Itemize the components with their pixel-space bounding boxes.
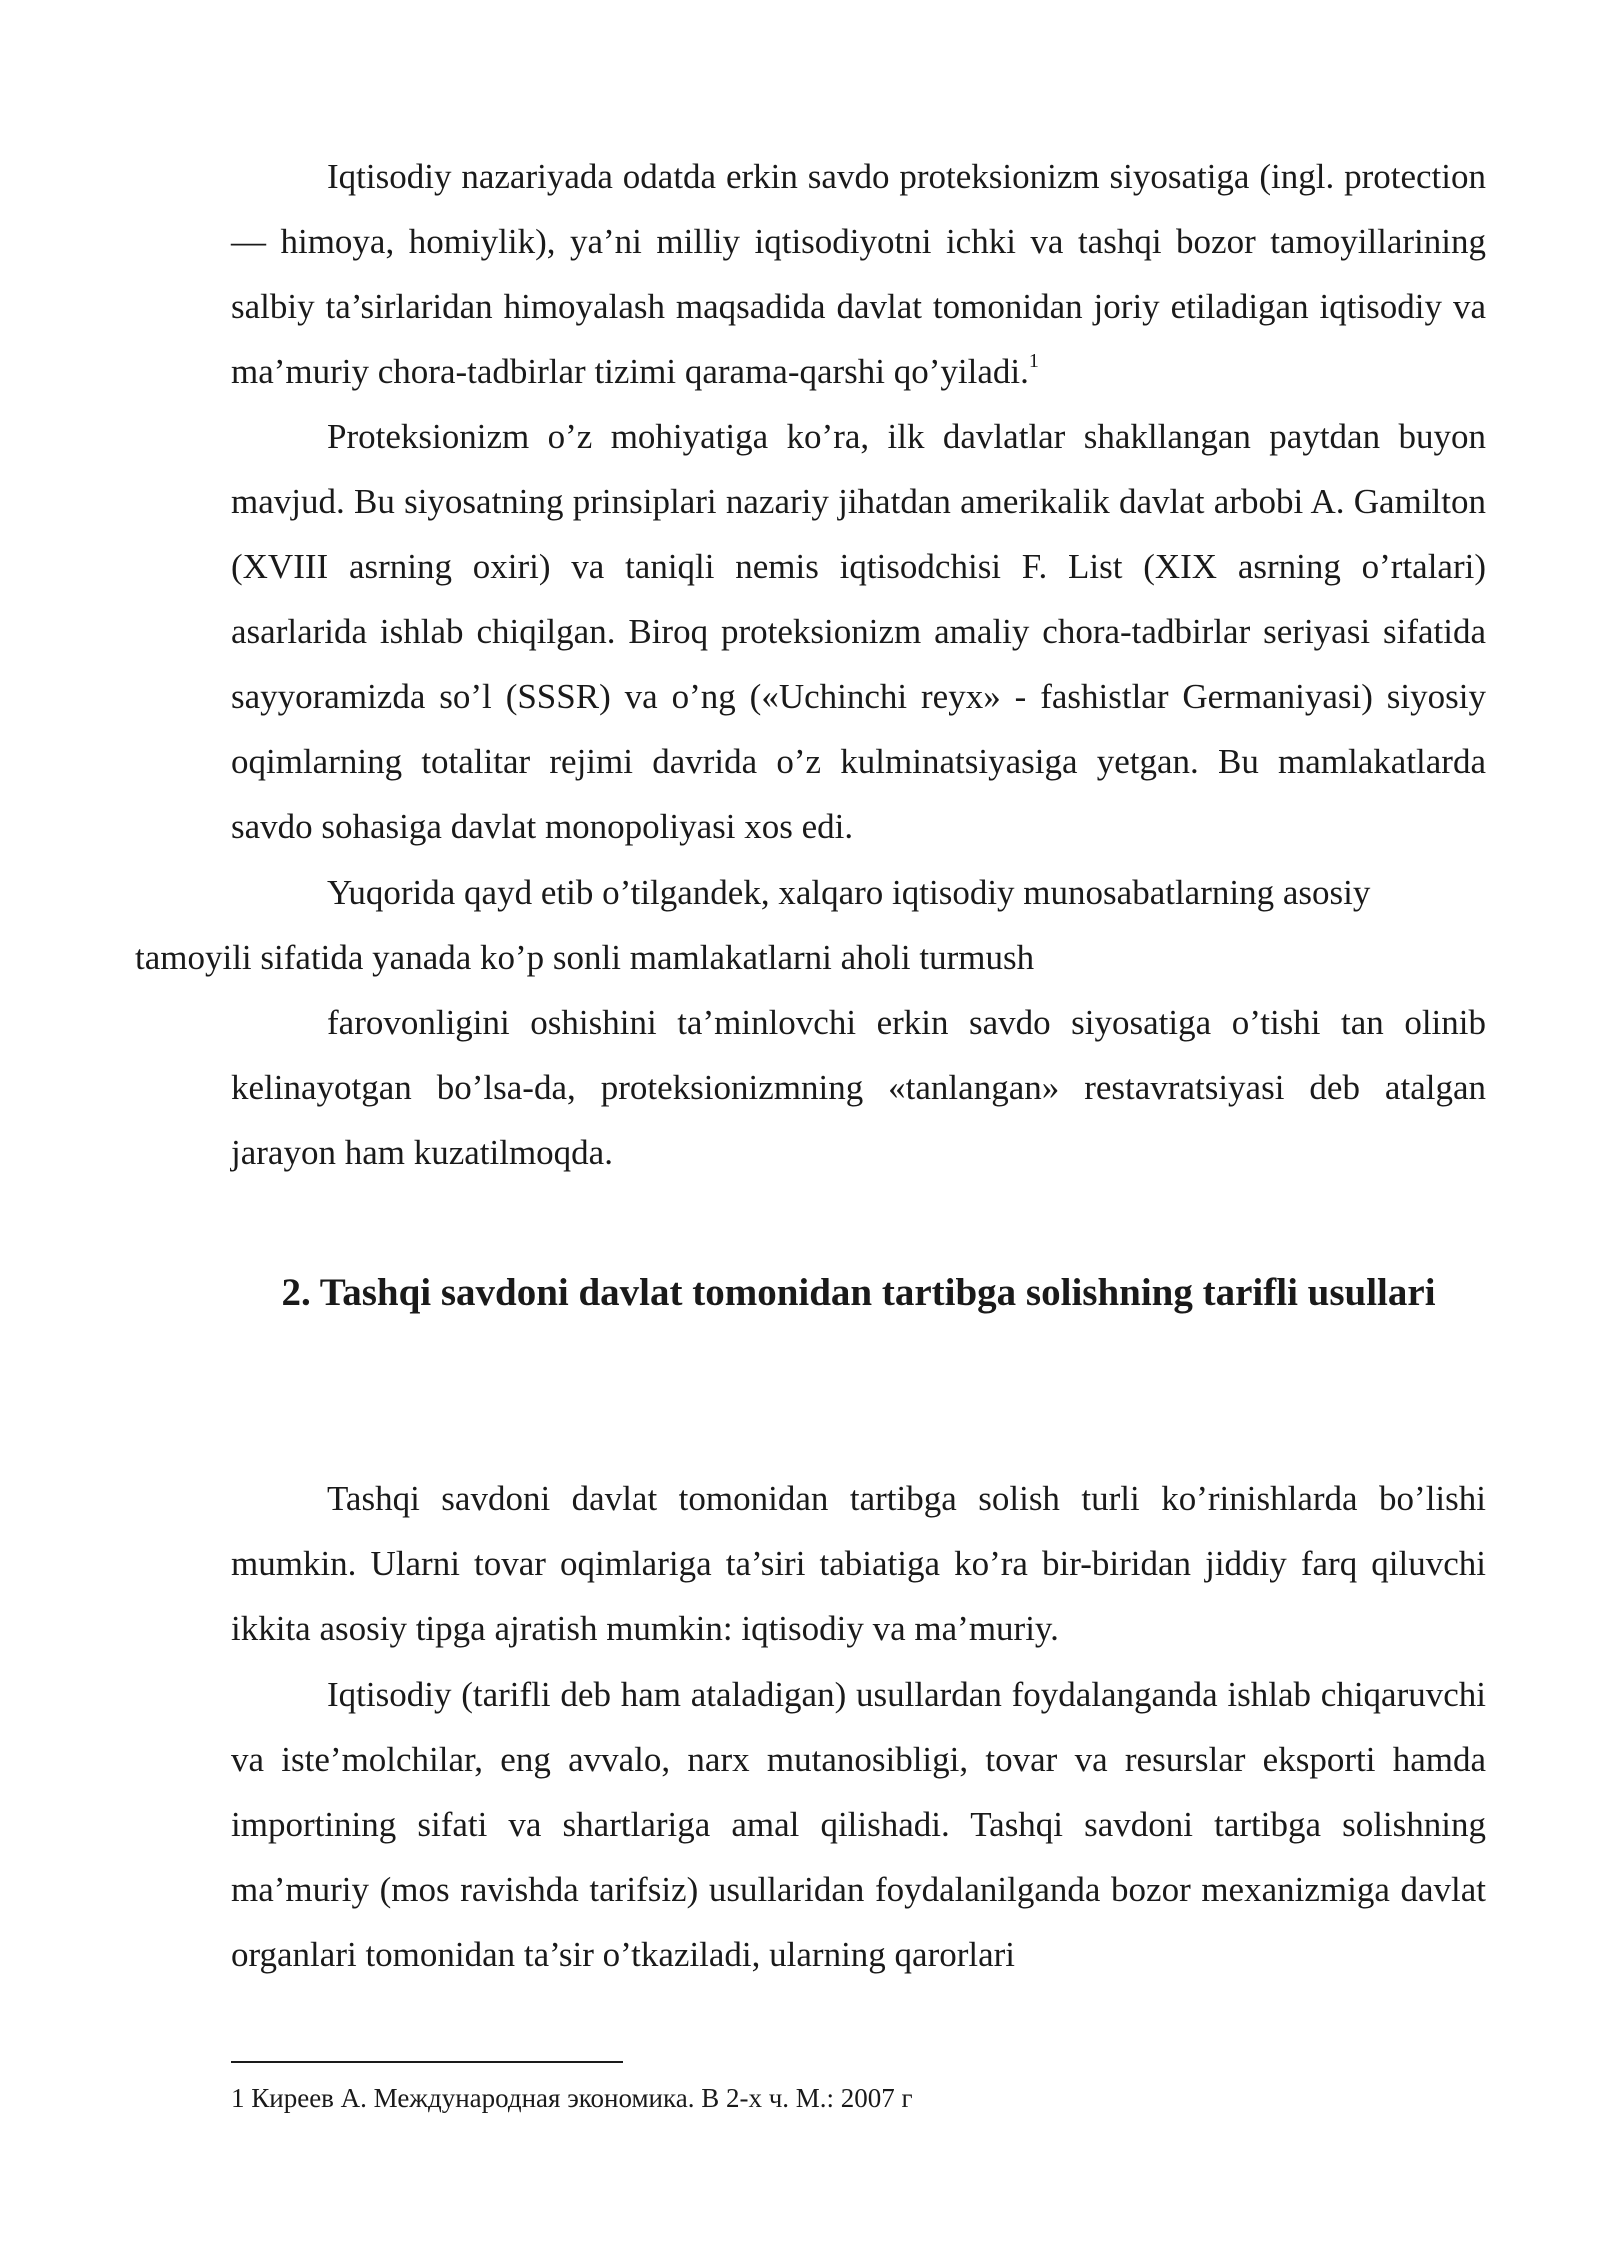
paragraph-regulation-types: Tashqi savdoni davlat tomonidan tartibga solish turli ko’rinishlarda bo’lishi mumkin. Ularni tovar oqimlariga ta’siri tabiatiga ko’ra bir-biridan jiddiy farq qiluvchi ikkita asosiy tipga ajratish mumkin: iqtisodiy va ma’muriy. (231, 1479, 1486, 1648)
paragraph-line: tamoyili sifatida yanada ko’p sonli mamlakatlarni aholi turmush (135, 938, 1035, 977)
footnote-reference: 1 (1028, 350, 1039, 372)
paragraph-economic-methods: Iqtisodiy (tarifli deb ham ataladigan) usullardan foydalanganda ishlab chiqaruvchi va iste’molchilar, eng avvalo, narx mutanosibligi, tovar va resurslar eksporti hamda importining sifati va shartlariga amal qilishadi. Tashqi savdoni tartibga solishning ma’muriy (mos ravishda tarifsiz) usullaridan foydalanilganda bozor mexanizmiga davlat organlari tomonidan ta’sir o’tkaziladi, ularning qarorlari (231, 1675, 1486, 1974)
paragraph-text: Iqtisodiy nazariyada odatda erkin savdo proteksionizm siyosatiga (ingl. protection — himoya, homiylik), ya’ni milliy iqtisodiyotni ichki va tashqi bozor tamoyillarining salbiy ta’sirlaridan himoyalash maqsadida davlat tomonidan joriy etiladigan iqtisodiy va ma’muriy chora-tadbirlar tizimi qarama-qarshi qo’yiladi. (231, 157, 1486, 391)
footnote: 1 Киреев А. Международная экономика. В 2-х ч. М.: 2007 г (231, 2083, 913, 2113)
paragraph-line: Yuqorida qayd etib o’tilgandek, xalqaro iqtisodiy munosabatlarning asosiy (327, 873, 1371, 912)
footnote-separator (231, 2061, 623, 2063)
paragraph-protectionism-definition (231, 144, 1486, 404)
section-heading: 2. Tashqi savdoni davlat tomonidan tartibga solishning tarifli usullari (281, 1271, 1436, 1314)
paragraph-free-trade-intro (135, 860, 1486, 990)
paragraph-protectionism-history: Proteksionizm o’z mohiyatiga ko’ra, ilk davlatlar shakllangan paytdan buyon mavjud. Bu siyosatning prinsiplari nazariy jihatdan amerikalik davlat arbobi A. Gamilton (XVIII asrning oxiri) va taniqli nemis iqtisodchisi F. List (XIX asrning o’rtalari) asarlarida ishlab chiqilgan. Biroq proteksionizm amaliy chora-tadbirlar seriyasi sifatida sayyoramizda so’l (SSSR) va o’ng («Uchinchi reyx» - fashistlar Germaniyasi) siyosiy oqimlarning totalitar rejimi davrida o’z kulminatsiyasiga yetgan. Bu mamlakatlarda savdo sohasiga davlat monopoliyasi xos edi. (231, 417, 1486, 846)
paragraph-free-trade-continued: farovonligini oshishini ta’minlovchi erkin savdo siyosatiga o’tishi tan olinib kelinayotgan bo’lsa-da, proteksionizmning «tanlangan» restavratsiyasi deb atalgan jarayon ham kuzatilmoqda. (231, 1003, 1486, 1172)
